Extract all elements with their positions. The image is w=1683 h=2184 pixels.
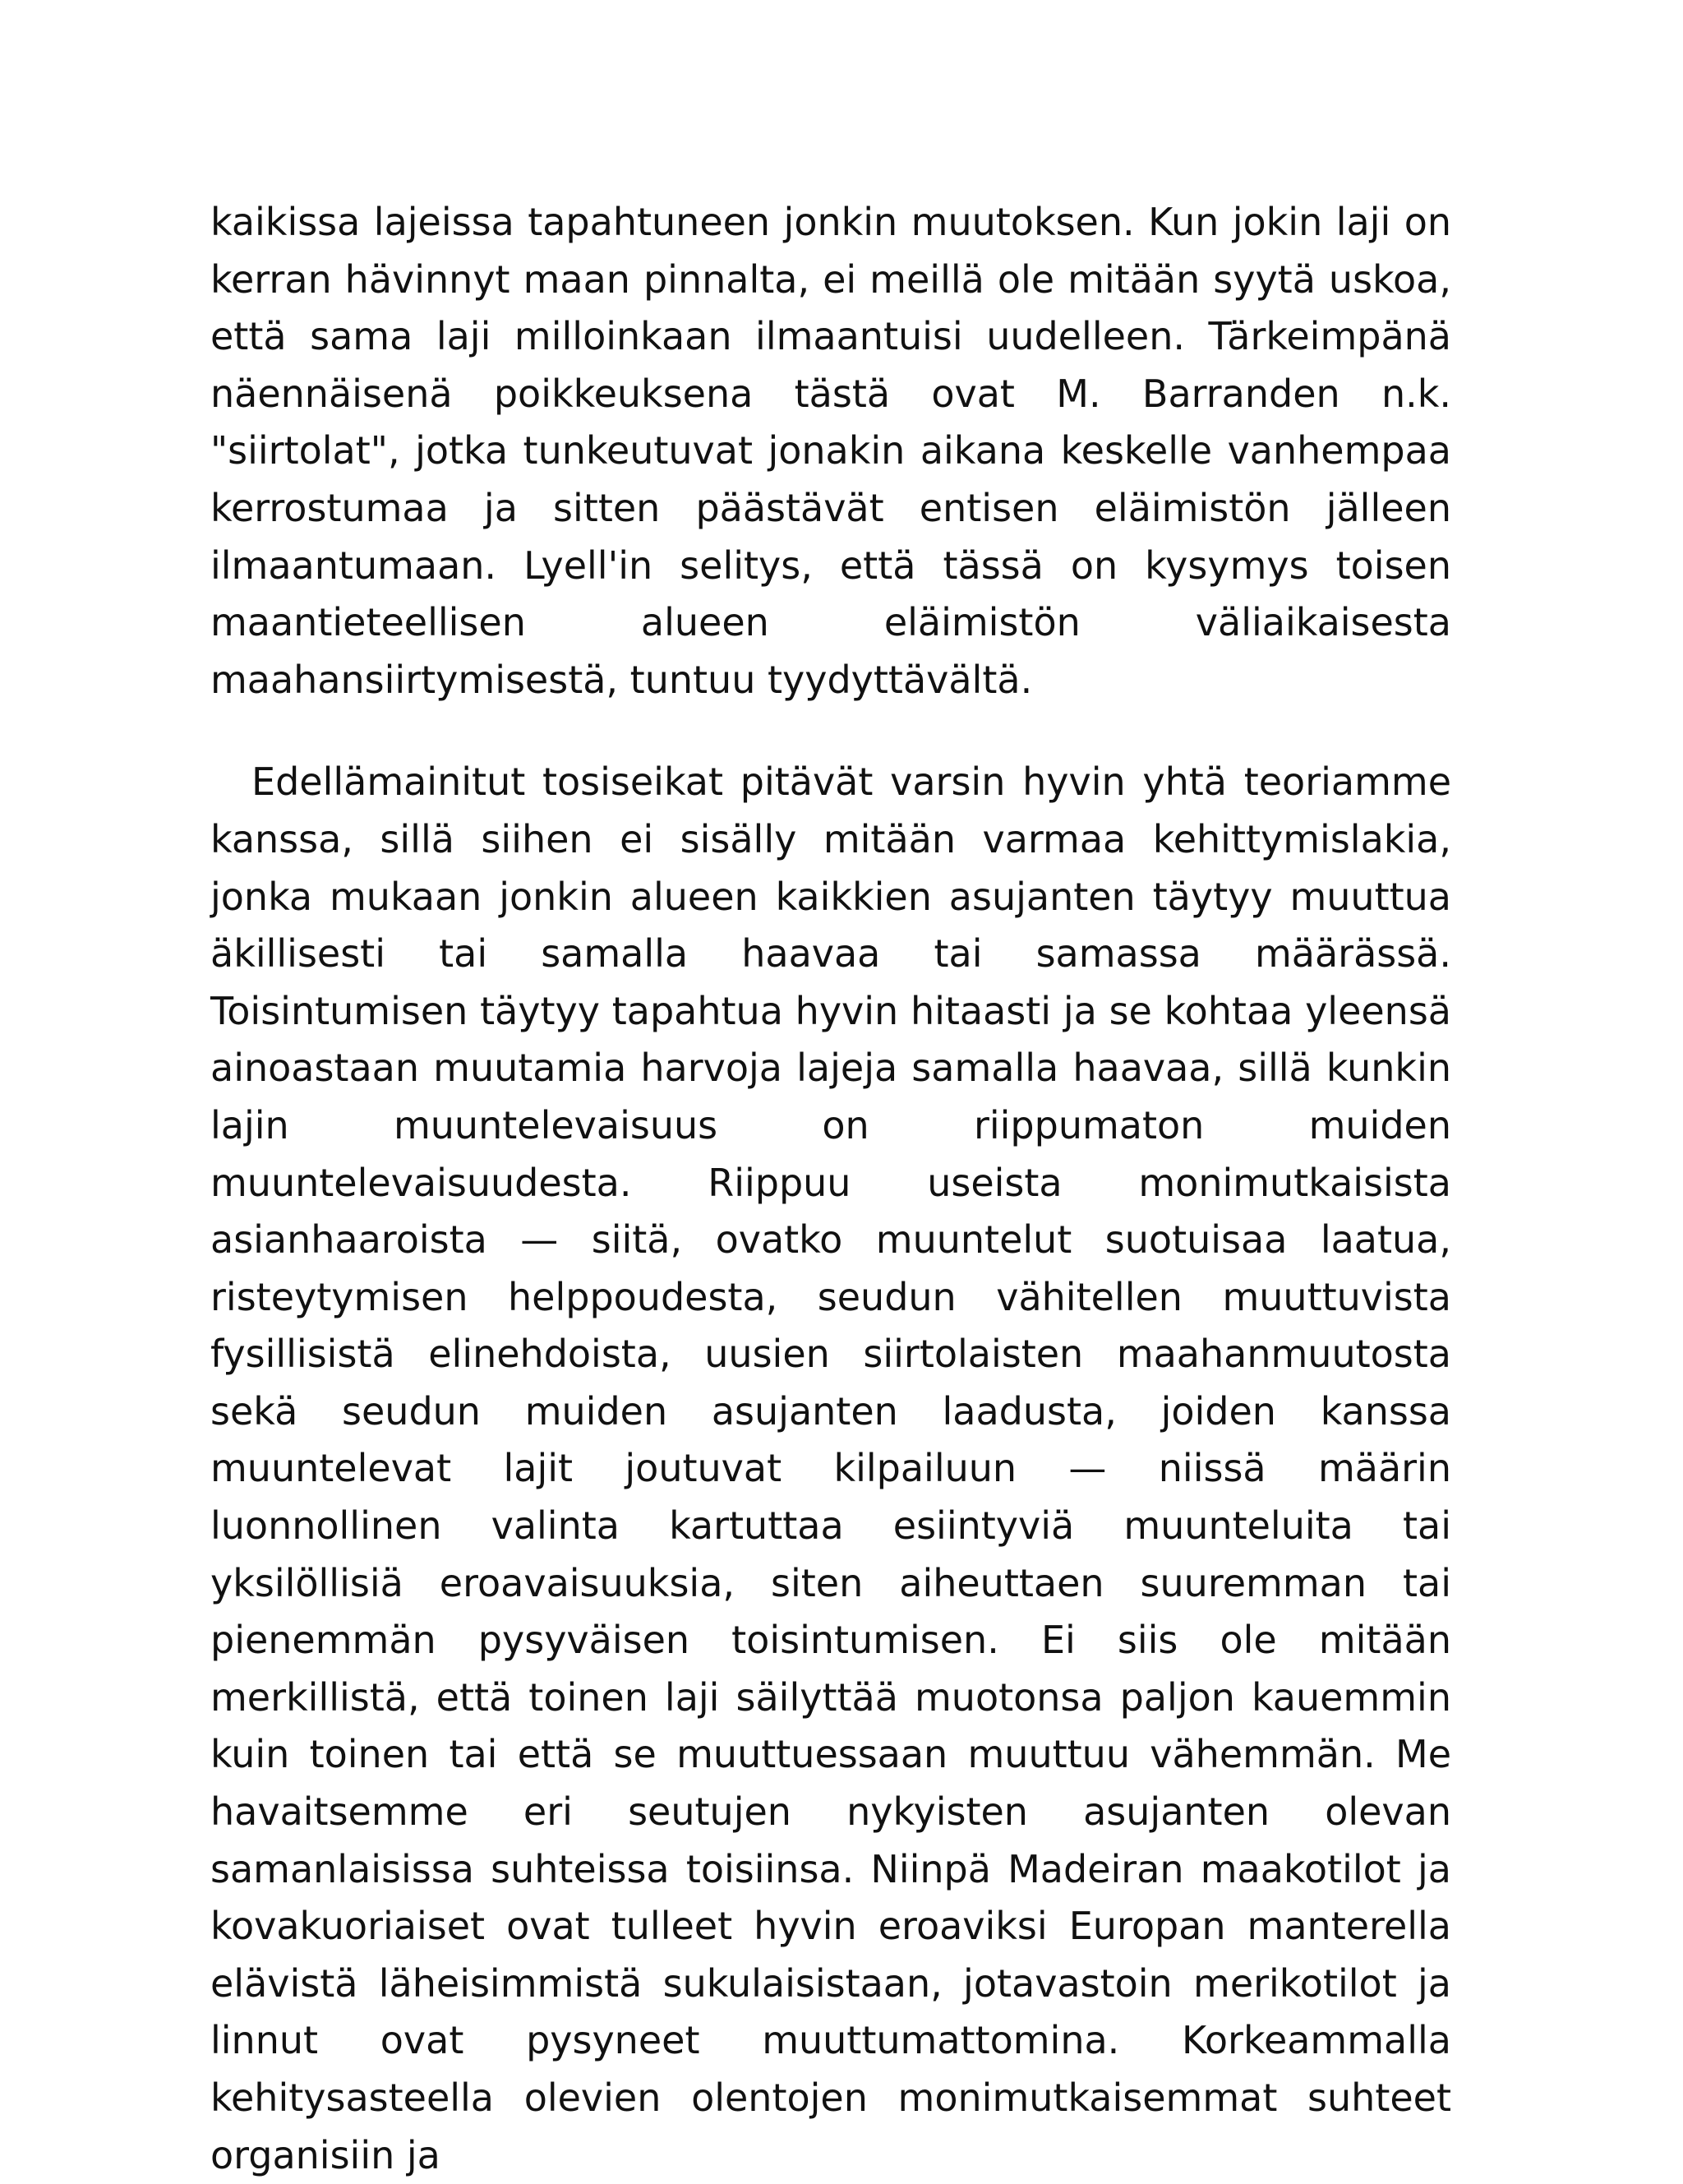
paragraph-1: kaikissa lajeissa tapahtuneen jonkin muutoksen. Kun jokin laji on kerran hävinnyt maan pinnalta, ei meillä ole mitään syytä uskoa, että sama laji milloinkaan ilmaantuisi uudelleen. Tärkeimpänä näennäisenä poikkeuksena tästä ovat M. Barranden n.k. "siirtolat", jotka tunkeutuvat jonakin aikana keskelle vanhempaa kerrostumaa ja sitten päästävät entisen eläimistön jälleen ilmaantumaan. Lyell'in selitys, että tässä on kysymys toisen maantieteellisen alueen eläimistön väliaikaisesta maahansiirtymisestä, tuntuu tyydyttävältä. <box>210 200 1451 702</box>
paragraph-2: Edellämainitut tosiseikat pitävät varsin hyvin yhtä teoriamme kanssa, sillä siihen ei sisälly mitään varmaa kehittymislakia, jonka mukaan jonkin alueen kaikkien asujanten täytyy muuttua äkillisesti tai samalla haavaa tai samassa määrässä. Toisintumisen täytyy tapahtua hyvin hitaasti ja se kohtaa yleensä ainoastaan muutamia harvoja lajeja samalla haavaa, sillä kunkin lajin muuntelevaisuus on riippumaton muiden muuntelevaisuudesta. Riippuu useista monimutkaisista asianhaaroista — siitä, ovatko muuntelut suotuisaa laatua, risteytymisen helppoudesta, seudun vähitellen muuttuvista fysillisistä elinehdoista, uusien siirtolaisten maahanmuutosta sekä seudun muiden asujanten laadusta, joiden kanssa muuntelevat lajit joutuvat kilpailuun — niissä määrin luonnollinen valinta kartuttaa esiintyviä muunteluita tai yksilöllisiä eroavaisuuksia, siten aiheuttaen suuremman tai pienemmän pysyväisen toisintumisen. Ei siis ole mitään merkillistä, että toinen laji säilyttää muotonsa paljon kauemmin kuin toinen tai että se muuttuessaan muuttuu vähemmän. Me havaitsemme eri seutujen nykyisten asujanten olevan samanlaisissa suhteissa toisiinsa. Niinpä Madeiran maakotilot ja kovakuoriaiset ovat tulleet hyvin eroaviksi Europan manterella elävistä läheisimmistä sukulaisistaan, jotavastoin merikotilot ja linnut ovat pysyneet muuttumattomina. Korkeammalla kehitysasteella olevien olentojen monimutkaisemmat suhteet organisiin ja <box>210 760 1451 2177</box>
body-text <box>210 194 1451 2184</box>
